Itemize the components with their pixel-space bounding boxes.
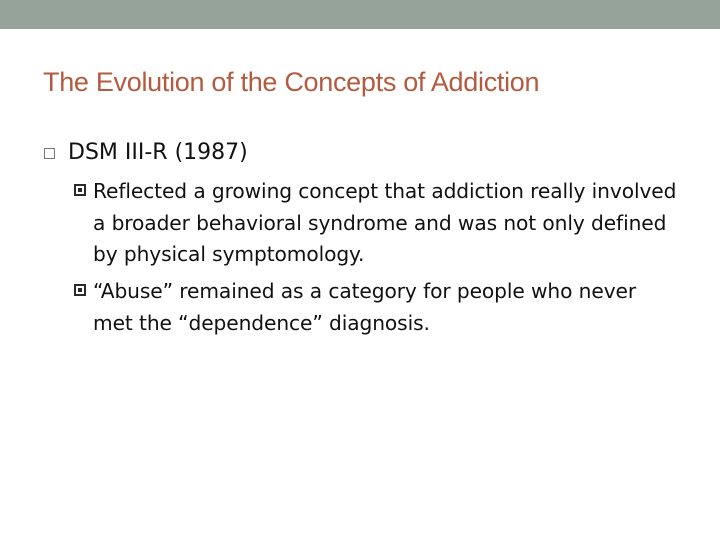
sub-bullet-text: “Abuse” remained as a category for people who never met the “dependence” diagnosis. xyxy=(93,279,637,335)
bullet-dsm-iii-r xyxy=(44,139,248,167)
sub-bullet-text: Reflected a growing concept that addiction really involved a broader behavioral syndrome and was not only defined by physical symptomology. xyxy=(93,179,677,266)
filled-square-bullet-icon xyxy=(74,184,86,196)
sub-bullet-broader-syndrome xyxy=(74,176,684,271)
slide-title: The Evolution of the Concepts of Addiction xyxy=(43,67,540,97)
sub-bullet-abuse-category xyxy=(74,276,684,339)
bullet-text: DSM III-R (1987) xyxy=(68,140,248,165)
hollow-square-bullet-icon xyxy=(44,148,55,159)
filled-square-bullet-icon xyxy=(74,284,86,296)
top-band xyxy=(0,0,720,29)
